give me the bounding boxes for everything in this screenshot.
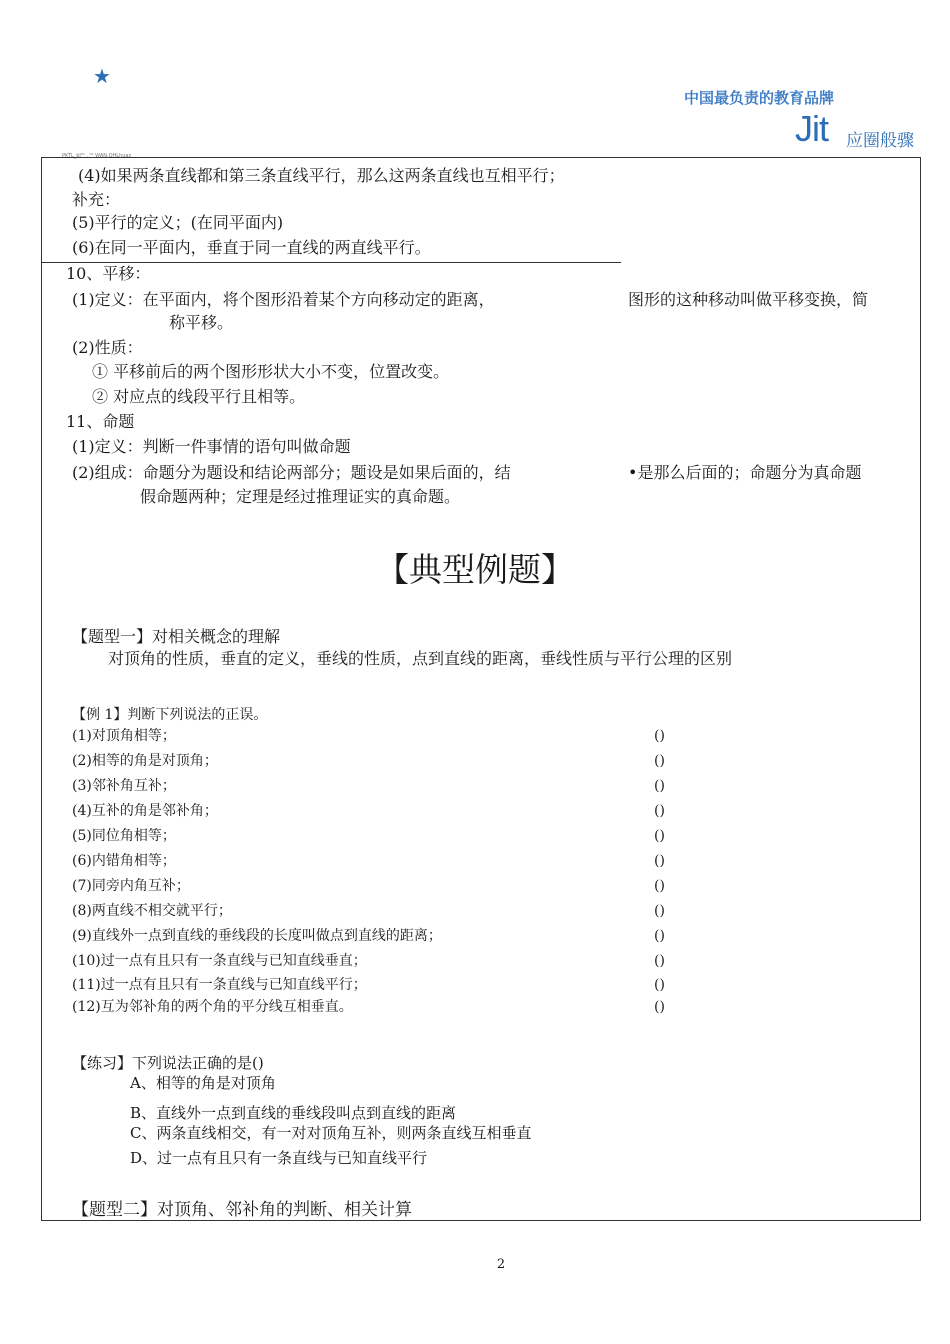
parallel-theorem-6: (6)在同一平面内，垂直于同一直线的两直线平行。 bbox=[72, 238, 431, 257]
proposition-heading: 11、命题 bbox=[66, 412, 135, 431]
statement-item: (4)互补的角是邻补角； bbox=[72, 803, 218, 819]
practice-option-b: B、直线外一点到直线的垂线段叫点到直线的距离 bbox=[130, 1104, 457, 1122]
proposition-composition: (2)组成：命题分为题设和结论两部分；题设是如果后面的，结 bbox=[72, 463, 511, 482]
answer-parentheses: () bbox=[654, 903, 665, 919]
answer-parentheses: () bbox=[654, 928, 665, 944]
translation-definition: (1)定义：在平面内，将个图形沿着某个方向移动定的距离， bbox=[72, 290, 495, 309]
statement-item: (3)邻补角互补； bbox=[72, 778, 176, 794]
answer-parentheses: () bbox=[654, 728, 665, 744]
statement-item: (10)过一点有且只有一条直线与已知直线垂直； bbox=[72, 953, 367, 969]
translation-definition-right: 图形的这种移动叫做平移变换，简 bbox=[628, 290, 869, 309]
answer-parentheses: () bbox=[654, 953, 665, 969]
proposition-composition-right: •是那么后面的；命题分为真命题 bbox=[628, 463, 862, 482]
statement-item: (11)过一点有且只有一条直线与已知直线平行； bbox=[72, 977, 367, 993]
brand-slogan: 中国最负责的教育品牌 bbox=[684, 89, 835, 107]
statement-item: (2)相等的角是对顶角； bbox=[72, 753, 218, 769]
statement-item: (1)对顶角相等； bbox=[72, 728, 176, 744]
page-number: 2 bbox=[496, 1257, 506, 1272]
translation-definition-cont: 称平移。 bbox=[169, 313, 234, 332]
type1-description: 对顶角的性质，垂直的定义，垂线的性质，点到直线的距离，垂线性质与平行公理的区别 bbox=[108, 649, 733, 668]
practice-heading: 【练习】下列说法正确的是() bbox=[72, 1054, 264, 1072]
answer-parentheses: () bbox=[654, 999, 665, 1015]
supplement-label: 补充： bbox=[72, 190, 121, 209]
statement-item: (8)两直线不相交就平行； bbox=[72, 903, 232, 919]
practice-option-d: D、过一点有且只有一条直线与已知直线平行 bbox=[130, 1149, 428, 1167]
translation-properties-heading: (2)性质： bbox=[72, 338, 143, 357]
statement-item: (7)同旁内角互补； bbox=[72, 878, 190, 894]
parallel-theorem-5: (5)平行的定义；(在同平面内) bbox=[72, 213, 284, 232]
translation-property-2: ② 对应点的线段平行且相等。 bbox=[92, 387, 306, 406]
translation-heading: 10、平移： bbox=[66, 264, 151, 283]
statement-item: (12)互为邻补角的两个角的平分线互相垂直。 bbox=[72, 999, 353, 1015]
answer-parentheses: () bbox=[654, 753, 665, 769]
brand-subtitle: 应圈般骤 bbox=[846, 131, 914, 151]
practice-option-a: A、相等的角是对顶角 bbox=[130, 1074, 276, 1092]
statement-item: (9)直线外一点到直线的垂线段的长度叫做点到直线的距离； bbox=[72, 928, 442, 944]
practice-option-c: C、两条直线相交，有一对对顶角互补，则两条直线互相垂直 bbox=[130, 1124, 532, 1142]
proposition-definition: (1)定义：判断一件事情的语句叫做命题 bbox=[72, 437, 351, 456]
example1-heading: 【例 1】判断下列说法的正误。 bbox=[72, 707, 268, 723]
answer-parentheses: () bbox=[654, 977, 665, 993]
answer-parentheses: () bbox=[654, 828, 665, 844]
statement-item: (6)内错角相等； bbox=[72, 853, 176, 869]
type2-heading: 【题型二】对顶角、邻补角的判断、相关计算 bbox=[72, 1200, 412, 1220]
section-divider bbox=[41, 262, 621, 263]
statement-item: (5)同位角相等； bbox=[72, 828, 176, 844]
star-icon: ★ bbox=[93, 64, 111, 88]
brand-logo: Jit bbox=[795, 108, 828, 149]
answer-parentheses: () bbox=[654, 778, 665, 794]
answer-parentheses: () bbox=[654, 853, 665, 869]
tiny-header-text: PKTL_bl⁰¹ . ⁰¹ WAN.OHLhuaz bbox=[62, 153, 132, 159]
translation-property-1: ① 平移前后的两个图形形状大小不变，位置改变。 bbox=[92, 362, 450, 381]
answer-parentheses: () bbox=[654, 878, 665, 894]
parallel-theorem-4: (4)如果两条直线都和第三条直线平行，那么这两条直线也互相平行； bbox=[78, 166, 565, 185]
section-title: 【典型例题】 bbox=[376, 550, 574, 589]
type1-heading: 【题型一】对相关概念的理解 bbox=[72, 627, 281, 646]
answer-parentheses: () bbox=[654, 803, 665, 819]
proposition-composition-cont: 假命题两种；定理是经过推理证实的真命题。 bbox=[140, 487, 461, 506]
